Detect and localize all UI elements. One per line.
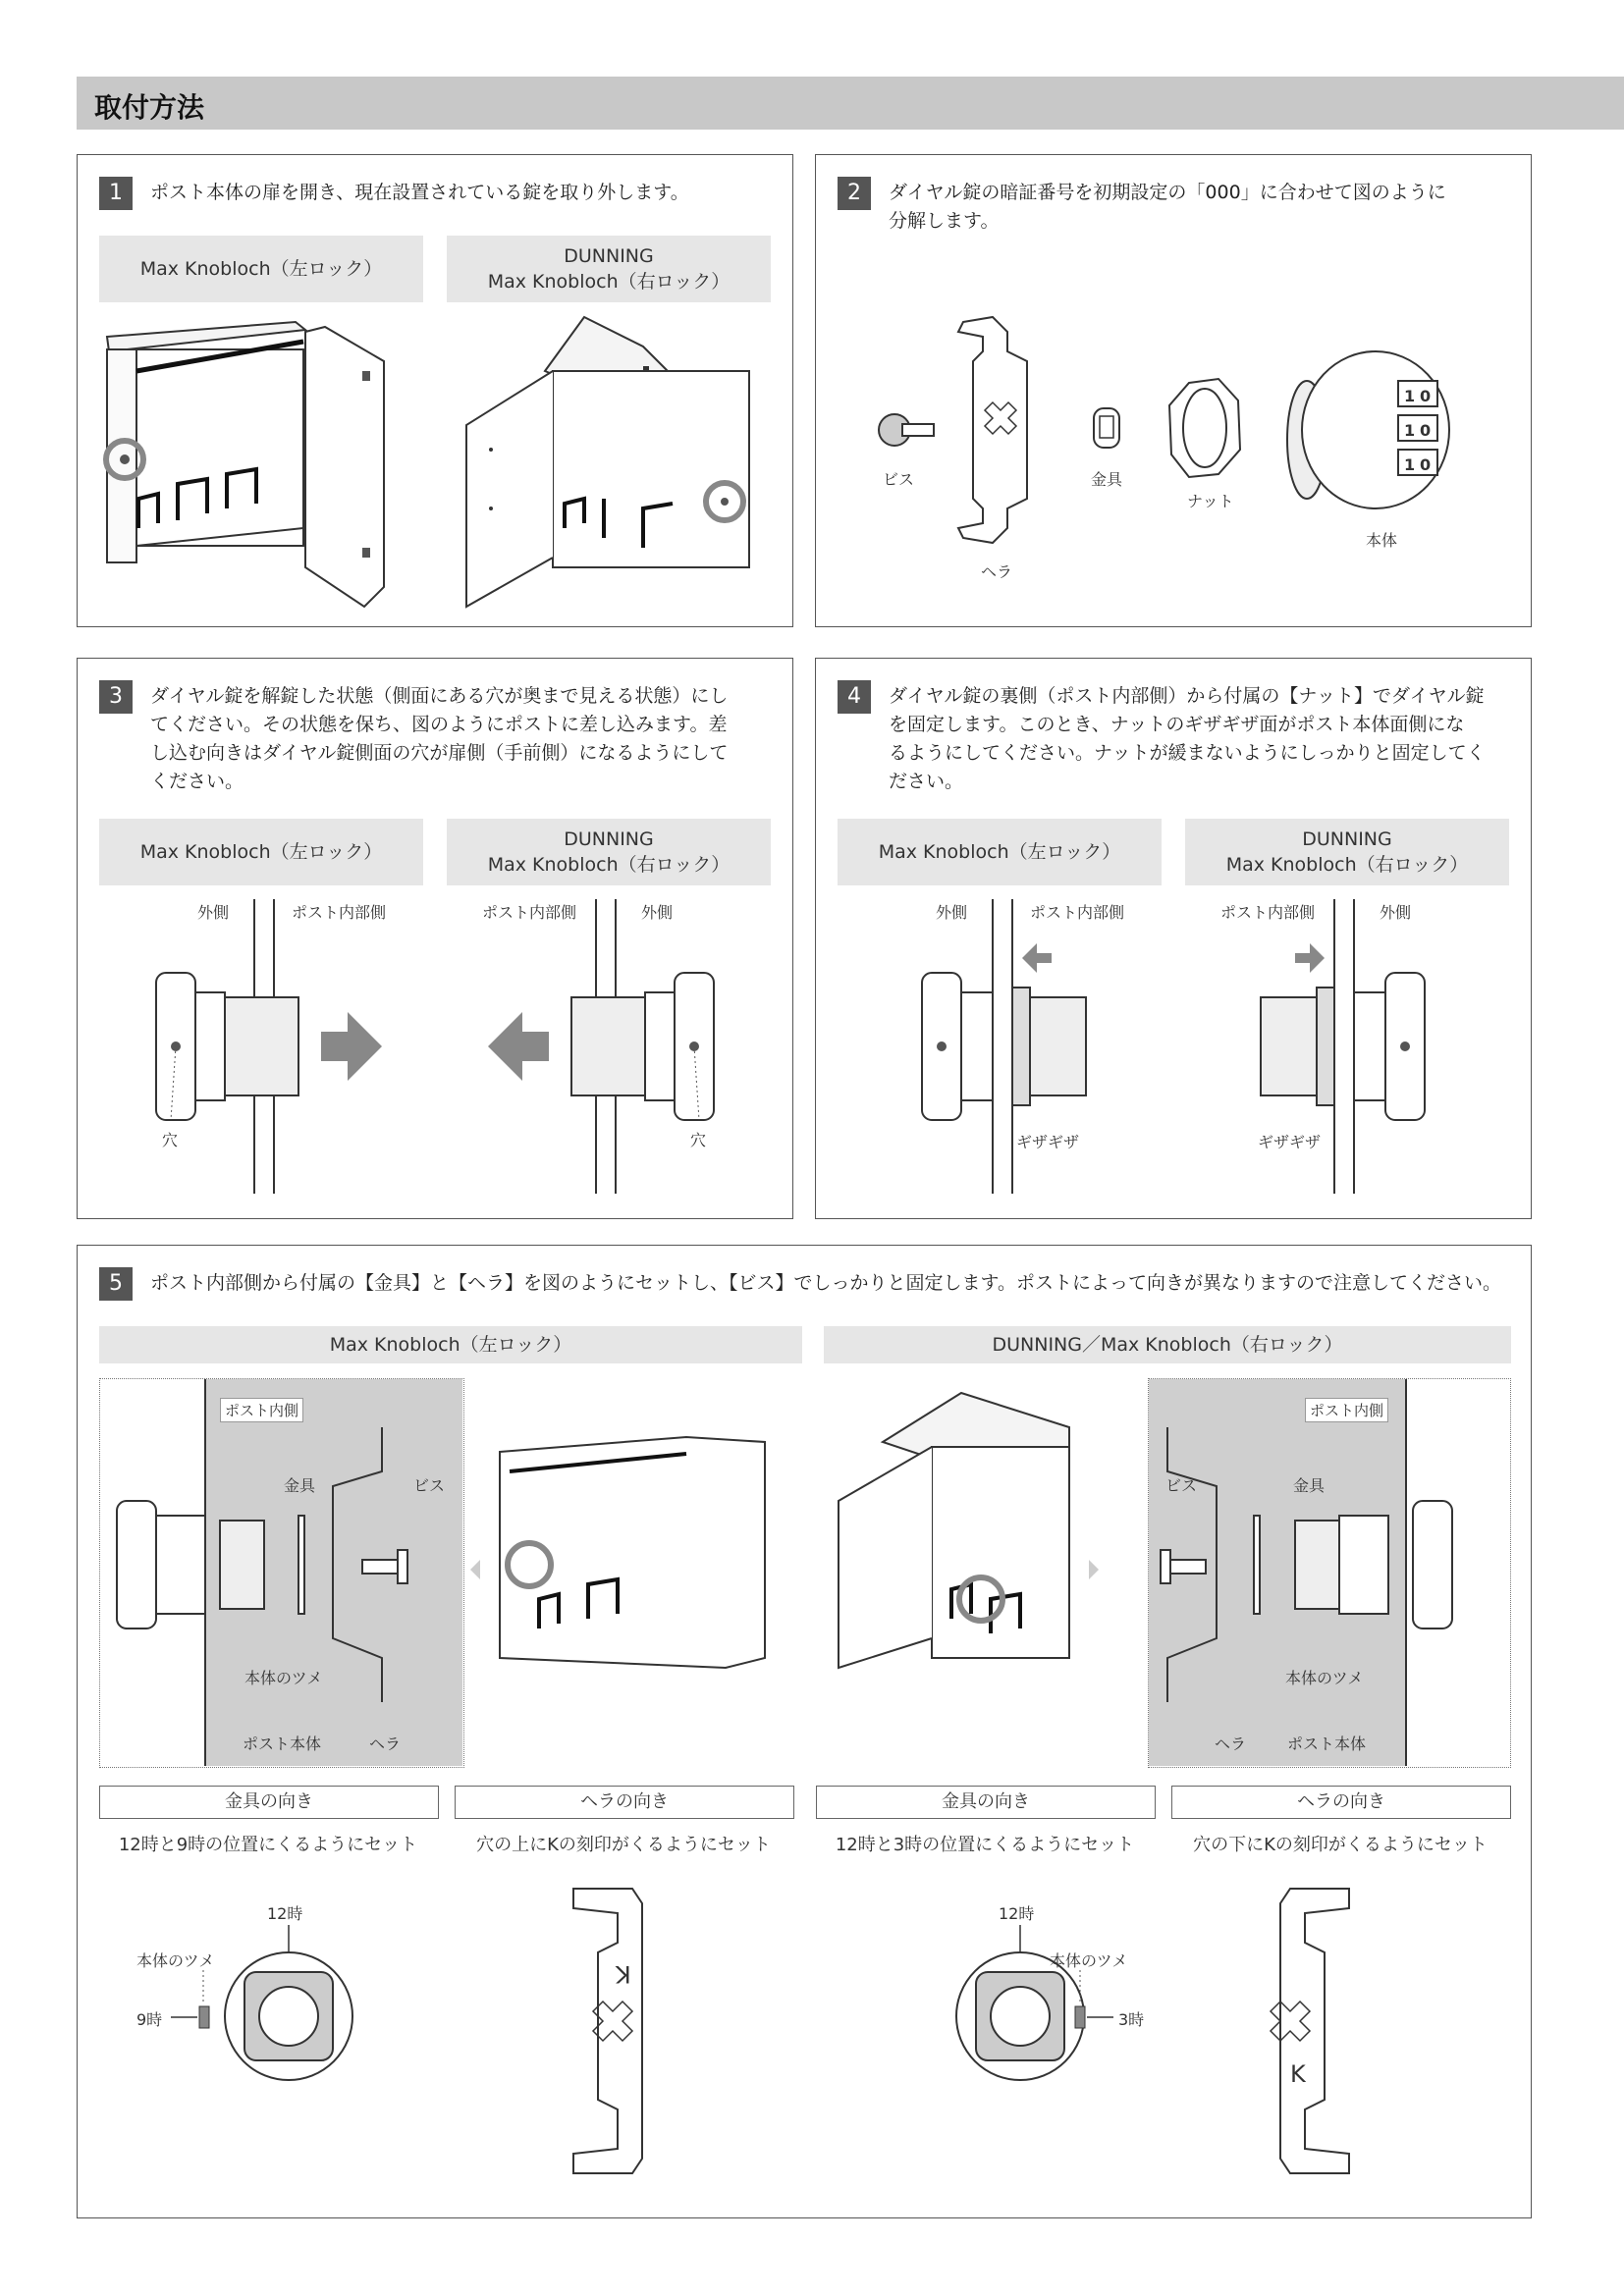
dial-digit: 0: [1420, 421, 1432, 440]
mailbox-left-lock-illustration: [99, 312, 423, 607]
left-bracket-title: 金具の向き: [99, 1786, 439, 1819]
step-5-panel: [77, 1245, 1532, 2218]
step-4-text-2: を固定します。このとき、ナットのギザギザ面がポスト本体面側にな: [889, 714, 1465, 735]
step-4-number: 4: [838, 680, 871, 714]
label-text: DUNNING／Max Knobloch（右ロック）: [992, 1334, 1343, 1356]
section-title: 取付方法: [94, 91, 205, 124]
nine-oclock-label: 9時: [136, 2010, 163, 2029]
twelve-oclock-label: 12時: [999, 1904, 1035, 1923]
outside-label: 外側: [641, 903, 674, 922]
nut-fixing-illustration: [816, 659, 1531, 1218]
step-3-text-1: ダイヤル錠を解錠した状態（側面にある穴が奥まで見える状態）にし: [150, 685, 729, 707]
label-text: Max Knobloch（左ロック）: [878, 841, 1121, 863]
inside-label: ポスト内部側: [1030, 903, 1125, 922]
k-mark: K: [1290, 2060, 1306, 2088]
serration-label: ギザギザ: [1016, 1133, 1080, 1151]
step-5-text: ポスト内部側から付属の【金具】と【ヘラ】を図のようにセットし、【ビス】でしっかりと固定します。ポストによって向きが異なりますので注意してください。: [150, 1272, 1501, 1294]
part-label-body: 本体: [1366, 531, 1398, 550]
claw-label: 本体のツメ: [244, 1669, 323, 1687]
right-spatula-desc: 穴の下にKの刻印がくるようにセット: [1193, 1835, 1488, 1855]
step-4-text-3: るようにしてください。ナットが緩まないようにしっかりと固定してく: [889, 742, 1486, 764]
hole-label: 穴: [690, 1131, 707, 1149]
mailbox-right-lock-illustration: [447, 312, 771, 607]
step-3-text-2: てください。その状態を保ち、図のようにポストに差し込みます。差: [150, 714, 728, 735]
step-2-number: 2: [838, 177, 871, 210]
step-1-number: 1: [99, 177, 133, 210]
bracket-label: 金具: [284, 1476, 316, 1495]
insertion-illustration: [78, 659, 792, 1218]
outside-label: 外側: [936, 903, 968, 922]
claw-label: 本体のツメ: [1285, 1669, 1364, 1687]
part-label-nut: ナット: [1187, 492, 1234, 510]
dial-digit: 1: [1404, 387, 1416, 405]
bracket-label: 金具: [1293, 1476, 1326, 1495]
k-mark: K: [616, 1960, 631, 1988]
post-inside-tag: ポスト内側: [220, 1398, 303, 1422]
label-text: DUNNING: [564, 245, 654, 267]
serration-label: ギザギザ: [1258, 1133, 1322, 1151]
step-3-number: 3: [99, 680, 133, 714]
step-1-right-label: [447, 236, 771, 302]
screw-label: ビス: [413, 1476, 446, 1495]
step-2-text-2: 分解します。: [889, 210, 1000, 232]
outside-label: 外側: [1380, 903, 1412, 922]
step-3-text-4: ください。: [150, 771, 244, 792]
claw-label: 本体のツメ: [136, 1951, 215, 1970]
step-4-panel: [815, 658, 1532, 1219]
three-oclock-label: 3時: [1118, 2010, 1145, 2029]
step-1-left-label: [99, 236, 423, 302]
label-text: Max Knobloch（右ロック）: [487, 854, 731, 876]
step-4-text-1: ダイヤル錠の裏側（ポスト内部側）から付属の【ナット】でダイヤル錠: [889, 685, 1485, 707]
label-text: Max Knobloch（右ロック）: [1225, 854, 1469, 876]
screw-label: ビス: [1165, 1476, 1198, 1495]
post-inside-tag: ポスト内側: [1305, 1398, 1388, 1422]
right-bracket-desc: 12時と3時の位置にくるようにセット: [835, 1835, 1135, 1855]
post-body-label: ポスト本体: [243, 1735, 322, 1753]
orientation-details-illustration: [78, 1246, 1531, 2217]
inside-label: ポスト内部側: [482, 903, 577, 922]
part-label-spatula: ヘラ: [981, 562, 1013, 581]
step-2-text-1: ダイヤル錠の暗証番号を初期設定の「000」に合わせて図のように: [889, 182, 1446, 203]
twelve-oclock-label: 12時: [267, 1904, 303, 1923]
step-4-text-4: ださい。: [889, 771, 964, 792]
step-5-number: 5: [99, 1267, 133, 1301]
label-text: Max Knobloch（右ロック）: [487, 271, 731, 293]
inside-label: ポスト内部側: [1220, 903, 1316, 922]
label-text: Max Knobloch（左ロック）: [139, 258, 383, 280]
dial-digit: 0: [1420, 387, 1432, 405]
label-text: Max Knobloch（左ロック）: [139, 841, 383, 863]
step-2-panel: [815, 154, 1532, 627]
claw-label: 本体のツメ: [1050, 1951, 1128, 1970]
inside-label: ポスト内部側: [292, 903, 387, 922]
dial-digit: 1: [1404, 421, 1416, 440]
part-label-screw: ビス: [883, 470, 915, 489]
step-1-text: ポスト本体の扉を開き、現在設置されている錠を取り外します。: [150, 182, 689, 203]
step-1-panel: [77, 154, 793, 627]
post-body-label: ポスト本体: [1287, 1735, 1367, 1753]
right-spatula-title: ヘラの向き: [1171, 1786, 1511, 1819]
part-label-bracket: 金具: [1091, 470, 1123, 489]
left-bracket-desc: 12時と9時の位置にくるようにセット: [118, 1835, 418, 1855]
step-3-text-3: し込む向きはダイヤル錠側面の穴が扉側（手前側）になるようにして: [150, 742, 729, 764]
step-3-panel: [77, 658, 793, 1219]
left-spatula-desc: 穴の上にKの刻印がくるようにセット: [476, 1835, 771, 1855]
label-text: Max Knobloch（左ロック）: [329, 1334, 572, 1356]
outside-label: 外側: [197, 903, 230, 922]
dial-digit: 0: [1420, 455, 1432, 474]
section-header: [77, 77, 1624, 130]
hole-label: 穴: [162, 1131, 179, 1149]
label-text: DUNNING: [1302, 828, 1392, 850]
label-text: DUNNING: [564, 828, 654, 850]
spatula-label: ヘラ: [1215, 1735, 1247, 1753]
right-bracket-title: 金具の向き: [816, 1786, 1156, 1819]
spatula-label: ヘラ: [369, 1735, 402, 1753]
left-spatula-title: ヘラの向き: [455, 1786, 794, 1819]
dial-digit: 1: [1404, 455, 1416, 474]
